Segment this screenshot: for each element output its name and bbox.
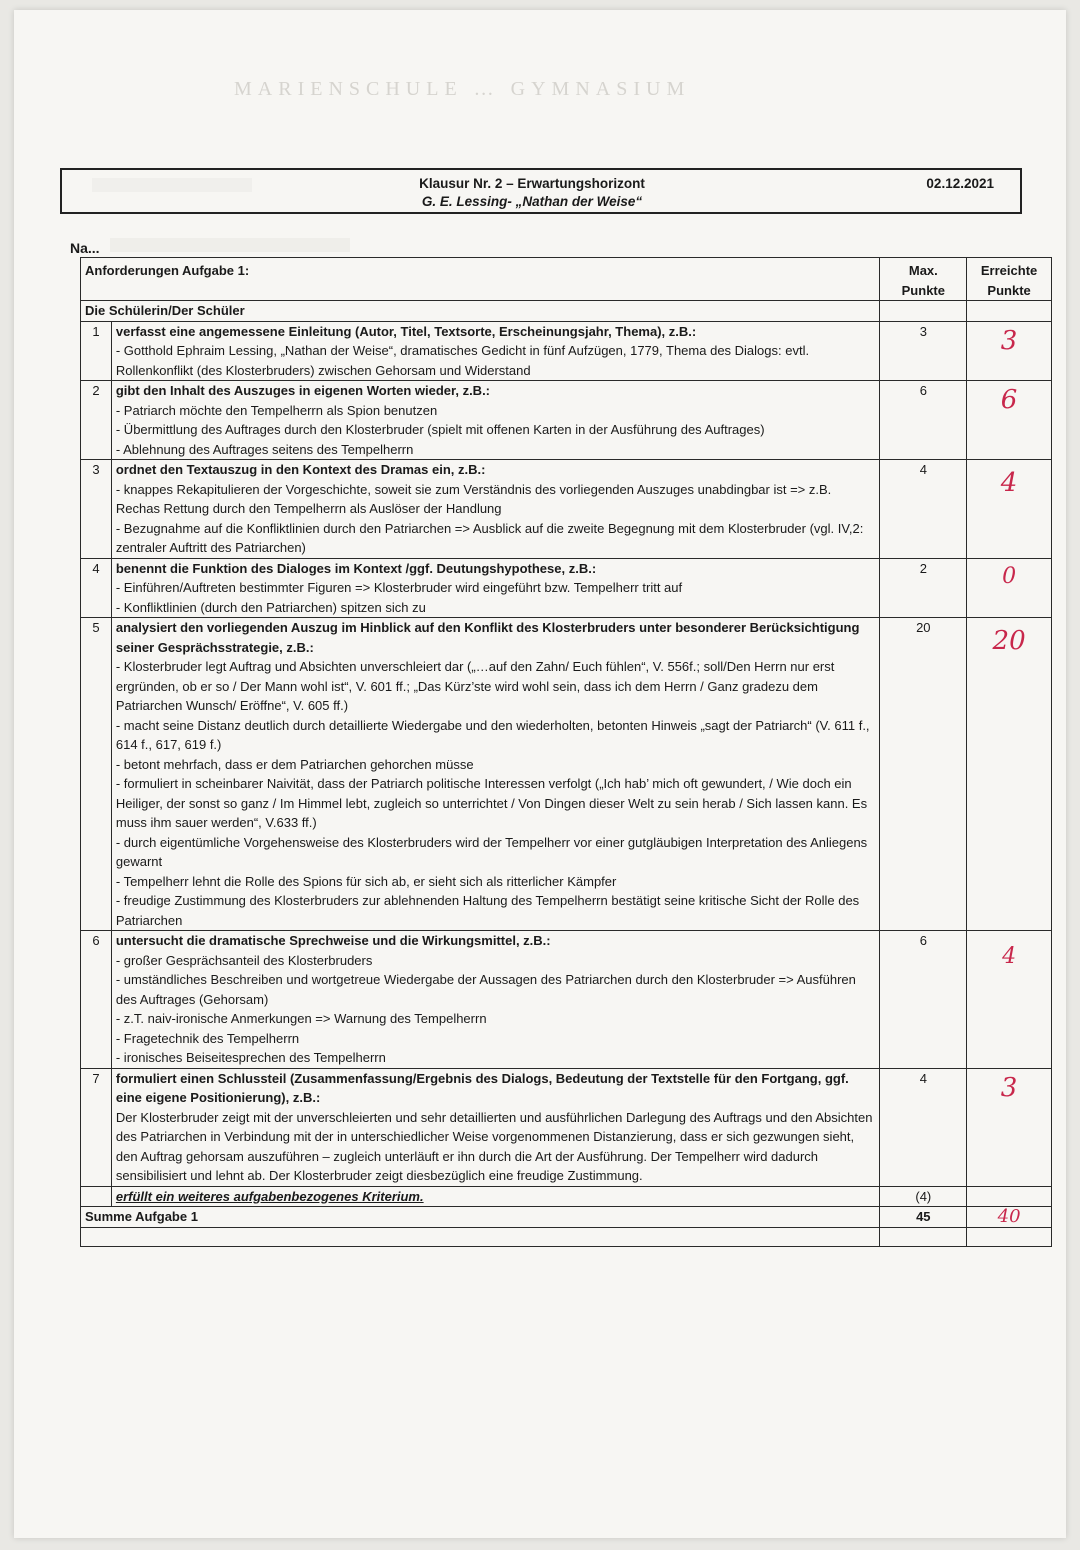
row-line: - Fragetechnik des Tempelherrn [115,1030,300,1046]
row-max-points: 6 [880,931,967,1069]
handwritten-score: 3 [1000,325,1018,356]
handwritten-score: 4 [1000,468,1018,498]
row-title: untersucht die dramatische Sprechweise und die Wirkungsmittel, z.B.: [115,933,551,948]
row-description [111,1068,880,1186]
row-max-points: 3 [880,321,967,381]
row-description [111,460,880,559]
task-header: Anforderungen Aufgabe 1: [81,258,880,301]
row-achieved-points [967,558,1052,618]
row-line: - Bezugnahme auf die Konfliktlinien durch den Patriarchen => Ausblick auf die zweite Begegnung mit dem Klosterbruder (vgl. IV,2: zentraler Auftritt des Patriarchen) [115,520,864,555]
handwritten-total: 40 [997,1206,1021,1227]
row-line: - knappes Rekapitulieren der Vorgeschichte, soweit sie zum Verständnis des vorliegenden Auszuges unabdingbar ist => z.B. Rechas Rettung durch den Tempelherrn als Auslöser der Handlung [115,481,832,516]
row-title: analysiert den vorliegenden Auszug im Hinblick auf den Konflikt des Klosterbruders unter besonderer Berücksichtigung seiner Gesprächsstrategie, z.B.: [115,620,860,655]
subject-row [81,301,1052,322]
faded-letterhead: MARIENSCHULE … GYMNASIUM [234,78,691,100]
table-row [81,618,1052,931]
row-line: - Gotthold Ephraim Lessing, „Nathan der Weise“, dramatisches Gedicht in fünf Aufzügen, 1779, Thema des Dialogs: evtl. Rollenkonflikt (des Klosterbruders) zwischen Gehorsam und Widerstand [115,343,810,378]
row-line: - macht seine Distanz deutlich durch detaillierte Wiedergabe und den wiederholten, betonten Hinweis „sagt der Patriarch“ (V. 611 f., 614 f., 617, 619 f.) [115,717,870,752]
row-line: - umständliches Beschreiben und wortgetreue Wiedergabe der Aussagen des Patriarchen durch den Klosterbruder => Ausführen des Auftrages (Gehorsam) [115,972,856,1007]
extra-criterion-row [81,1186,1052,1207]
row-achieved-points [967,321,1052,381]
extra-criterion: erfüllt ein weiteres aufgabenbezogenes Kriterium. [115,1188,424,1204]
row-line: - durch eigentümliche Vorgehensweise des Klosterbruders wird der Tempelherr vor einer gutgläubigen Interpretation des Anliegens gewarnt [115,834,868,869]
got-header-line2: Punkte [987,282,1031,298]
got-header-line1: Erreichte [980,263,1038,278]
row-number: 1 [81,321,112,381]
row-max-points: 4 [880,460,967,559]
extra-max-points: (4) [880,1186,967,1207]
row-line: - Ablehnung des Auftrages seitens des Tempelherrn [115,441,414,457]
row-title: benennt die Funktion des Dialoges im Kontext /ggf. Deutungshypothese, z.B.: [115,560,597,576]
row-line: Der Klosterbruder zeigt mit der unverschleierten und sehr detaillierten und ausführlichen Darlegung des Auftrags und den Absichten des Patriarchen in Verbindung mit der in unterschiedlicher Weise vorgenommenen Distanzierung, dass er sich gezwungen sieht, den Auftrag gehorsam auszuführen – zugleich unterläuft er ihn durch die Art der Ausführung. Der Tempelherr wird dadurch sensibilisiert und lehnt ab. Der Klosterbruder zeigt diesbezüglich eine freudige Zustimmung. [115,1109,873,1183]
row-number: 6 [81,931,112,1069]
row-number: 7 [81,1068,112,1186]
table-header-row [81,258,1052,301]
row-line: - Klosterbruder legt Auftrag und Absichten unverschleiert dar („…auf den Zahn/ Euch fühlen“, V. 556f.; soll/Den Herrn nur erst ergründen, ob er so / Der Mann wohl ist“, V. 601 ff.; „Das Kürz’ste wird wohl sein, dass ich dem Herrn / Ganz gradezu dem Patriarchen Wunsch/ Eröffne“, V. 605 ff.) [115,659,835,713]
row-achieved-points [967,460,1052,559]
row-title: gibt den Inhalt des Auszuges in eigenen Worten wieder, z.B.: [115,383,491,398]
max-header [880,258,967,301]
row-line: - freudige Zustimmung des Klosterbruders zur ablehnenden Haltung des Tempelherrn bestätigt seine kritische Sicht der Rolle des Patriarchen [115,893,860,928]
row-achieved-points [967,381,1052,460]
empty-row [81,1227,1052,1246]
redacted-area [92,178,252,192]
handwritten-score: 0 [1002,563,1017,589]
max-header-line1: Max. [908,263,938,278]
sum-achieved-points [967,1207,1052,1228]
subject-label: Die Schülerin/Der Schüler [81,301,880,322]
table-row [81,321,1052,381]
row-description [111,618,880,931]
header-subtitle: G. E. Lessing- „Nathan der Weise“ [421,194,643,209]
row-line: - Einführen/Auftreten bestimmter Figuren => Klosterbruder wird eingeführt bzw. Tempelherr tritt auf [115,580,683,595]
row-title: formuliert einen Schlussteil (Zusammenfassung/Ergebnis des Dialogs, Bedeutung der Textstelle für den Fortgang, ggf. eine eigene Positionierung), z.B.: [115,1070,849,1105]
row-achieved-points [967,1068,1052,1186]
handwritten-score: 3 [1000,1072,1018,1103]
row-max-points: 4 [880,1068,967,1186]
row-number: 3 [81,460,112,559]
row-title: ordnet den Textauszug in den Kontext des Dramas ein, z.B.: [115,462,486,477]
header-title: Klausur Nr. 2 – Erwartungshorizont [419,176,645,191]
handwritten-score: 6 [1000,385,1018,415]
table-row [81,381,1052,460]
row-line: - betont mehrfach, dass er dem Patriarchen gehorchen müsse [115,756,474,772]
row-line: - formuliert in scheinbarer Naivität, dass der Patriarch politische Interessen verfolgt („Ich hab’ mich oft gewundert, / Wie doch ein Heiliger, der sonst so ganz / Im Himmel lebt, zugleich so unterrichtet / Von Dingen dieser Welt zu sein herab / Sich lassen kann. Es muss ihm sauer werden“, V.633 ff.) [115,776,868,830]
sum-label: Summe Aufgabe 1 [81,1207,880,1228]
sum-row [81,1207,1052,1228]
row-number: 2 [81,381,112,460]
row-title: verfasst eine angemessene Einleitung (Autor, Titel, Textsorte, Erscheinungsjahr, Thema), z.B.: [115,323,697,339]
row-line: - Tempelherr lehnt die Rolle des Spions für sich ab, er sieht sich als ritterlicher Kämpfer [115,873,617,889]
table-row [81,1068,1052,1186]
row-number: 5 [81,618,112,931]
row-line: - ironisches Beiseitesprechen des Tempelherrn [115,1050,386,1065]
row-max-points: 6 [880,381,967,460]
sum-max-points: 45 [880,1207,967,1228]
row-max-points: 2 [880,558,967,618]
max-header-line2: Punkte [901,282,945,298]
row-number: 4 [81,558,112,618]
table-row [81,460,1052,559]
row-description [111,931,880,1069]
handwritten-score: 4 [1002,944,1017,969]
row-max-points: 20 [880,618,967,931]
row-line: - z.T. naiv-ironische Anmerkungen => Warnung des Tempelherrn [115,1011,487,1026]
row-achieved-points [967,618,1052,931]
row-line: - großer Gesprächsanteil des Klosterbruders [115,952,373,968]
table-row [81,931,1052,1069]
row-line: - Übermittlung des Auftrages durch den Klosterbruder (spielt mit offenen Karten in der Ausführung des Auftrages) [115,422,765,437]
header-title-block [352,175,712,211]
row-description [111,558,880,618]
row-description [111,321,880,381]
row-achieved-points [967,931,1052,1069]
name-label: Na... [70,240,100,256]
row-line: - Patriarch möchte den Tempelherrn als Spion benutzen [115,402,438,418]
redacted-name [110,238,350,252]
header-box [60,168,1022,214]
row-line: - Konfliktlinien (durch den Patriarchen) spitzen sich zu [115,599,426,615]
row-description [111,381,880,460]
got-header [967,258,1052,301]
handwritten-score: 20 [992,626,1026,656]
header-date: 02.12.2021 [926,176,994,191]
table-row [81,558,1052,618]
grading-table [80,257,1052,1247]
